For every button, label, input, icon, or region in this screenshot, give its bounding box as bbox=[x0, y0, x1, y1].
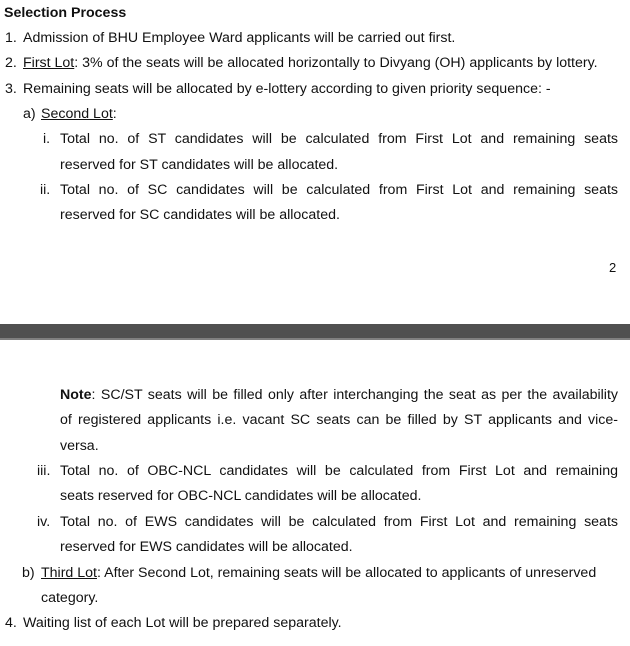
list-text: Waiting list of each Lot will be prepared separately. bbox=[23, 615, 342, 631]
section-heading: Selection Process bbox=[4, 5, 127, 21]
roman-text-line: reserved for EWS candidates will be allocated. bbox=[60, 539, 353, 555]
list-text: Admission of BHU Employee Ward applicants will be carried out first. bbox=[23, 30, 456, 46]
list-text: Remaining seats will be allocated by e-lottery according to given priority sequence: - bbox=[23, 81, 551, 97]
roman-text-line: reserved for SC candidates will be allocated. bbox=[60, 207, 340, 223]
roman-marker: iii. bbox=[37, 463, 51, 479]
second-lot-label: Second Lot bbox=[41, 106, 113, 122]
list-text bbox=[23, 54, 598, 72]
note-line: Note: SC/ST seats will be filled only after interchanging the seat as per the availability bbox=[60, 387, 618, 403]
roman-marker: iv. bbox=[37, 514, 51, 530]
roman-text-line: Total no. of EWS candidates will be calculated from First Lot and remaining seats bbox=[60, 514, 618, 530]
sub-item-marker: b) bbox=[22, 565, 35, 581]
note-line: of registered applicants i.e. vacant SC seats can be filled by ST applicants and vice- bbox=[60, 412, 618, 428]
list-number: 2. bbox=[5, 55, 17, 71]
roman-marker: ii. bbox=[40, 182, 51, 198]
note-line: versa. bbox=[60, 438, 99, 454]
first-lot-label: First Lot bbox=[23, 55, 75, 71]
list-number: 3. bbox=[5, 81, 17, 97]
first-lot-text: : 3% of the seats will be allocated horizontally to Divyang (OH) applicants by lottery. bbox=[74, 55, 598, 71]
sub-item-text: Third Lot: After Second Lot, remaining seats will be allocated to applicants of unreserved bbox=[41, 565, 597, 581]
sub-item-text: Second Lot: bbox=[41, 106, 117, 122]
roman-text-line: reserved for ST candidates will be allocated. bbox=[60, 157, 339, 173]
roman-text-line: Total no. of ST candidates will be calculated from First Lot and remaining seats bbox=[60, 131, 618, 147]
list-number: 1. bbox=[5, 30, 17, 46]
page-number: 2 bbox=[609, 260, 617, 275]
roman-text-line: Total no. of SC candidates will be calculated from First Lot and remaining seats bbox=[60, 182, 618, 198]
note-label: Note bbox=[60, 387, 92, 403]
roman-marker: i. bbox=[43, 131, 51, 147]
page-separator bbox=[0, 324, 630, 340]
list-number: 4. bbox=[5, 615, 17, 631]
sub-item-text-line: category. bbox=[41, 590, 99, 606]
roman-text-line: seats reserved for OBC-NCL candidates will be allocated. bbox=[60, 488, 422, 504]
roman-text-line: Total no. of OBC-NCL candidates will be calculated from First Lot and remaining bbox=[60, 463, 618, 479]
sub-item-marker: a) bbox=[23, 106, 36, 122]
third-lot-label: Third Lot bbox=[41, 565, 97, 581]
